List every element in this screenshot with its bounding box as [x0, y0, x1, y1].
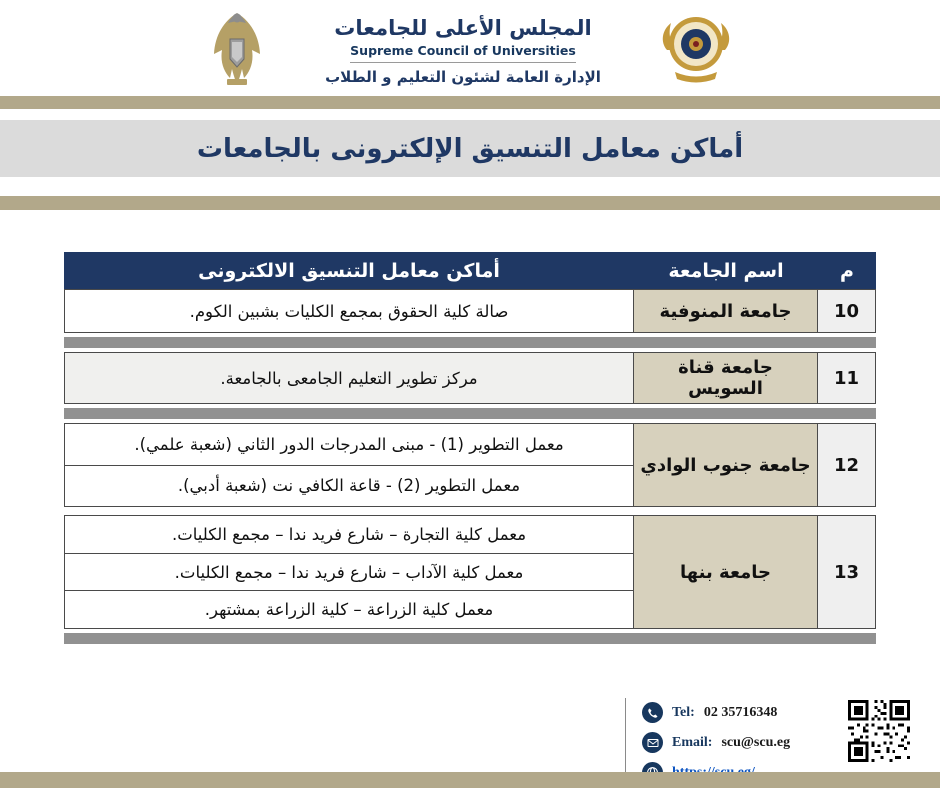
phone-icon [642, 702, 663, 723]
lab-location: معمل كلية الآداب – شارع فريد ندا – مجمع الكليات. [65, 553, 633, 591]
decorative-bar-under-title [0, 196, 940, 210]
email-value: scu@scu.eg [721, 734, 791, 750]
university-name: جامعة المنوفية [633, 290, 817, 332]
org-name-english: Supreme Council of Universities [350, 43, 576, 63]
qr-code [848, 700, 910, 766]
email-icon [642, 732, 663, 753]
row-separator [64, 337, 876, 348]
title-band [0, 120, 940, 177]
tel-row [642, 702, 832, 723]
lab-location: معمل كلية الزراعة – كلية الزراعة بمشتهر. [65, 590, 633, 628]
tel-value: 02 35716348 [703, 704, 778, 720]
org-text-block [325, 16, 601, 86]
row-separator [64, 408, 876, 419]
table-row [64, 423, 876, 507]
egypt-eagle-logo [201, 7, 273, 95]
row-number: 11 [817, 353, 875, 403]
org-department: الإدارة العامة لشئون التعليم و الطلاب [325, 68, 601, 86]
page-title: أماكن معامل التنسيق الإلكترونى بالجامعات [196, 133, 744, 164]
tel-label: Tel: [672, 704, 695, 720]
university-name: جامعة بنها [633, 516, 817, 628]
table-row [64, 289, 876, 333]
row-separator [64, 633, 876, 644]
table-row [64, 515, 876, 629]
lab-location: معمل التطوير (2) - قاعة الكافي نت (شعبة أدبي). [65, 465, 633, 507]
contact-list [642, 698, 832, 783]
contact-footer [625, 698, 910, 783]
row-number: 12 [817, 424, 875, 506]
footer-divider [625, 698, 626, 778]
scu-logo [653, 12, 739, 90]
header-number: م [840, 259, 854, 282]
university-name: جامعة قناة السويس [633, 353, 817, 403]
decorative-bar-top [0, 96, 940, 109]
row-number: 13 [817, 516, 875, 628]
university-name: جامعة جنوب الوادي [633, 424, 817, 506]
email-label: Email: [672, 734, 713, 750]
row-number: 10 [817, 290, 875, 332]
table-header-row [64, 252, 876, 289]
lab-location: مركز تطوير التعليم الجامعى بالجامعة. [220, 368, 478, 388]
header-university: اسم الجامعة [668, 259, 784, 282]
lab-location: معمل كلية التجارة – شارع فريد ندا – مجمع الكليات. [171, 524, 527, 544]
header-locations: أماكن معامل التنسيق الالكترونى [198, 259, 500, 282]
page-header [0, 6, 940, 96]
lab-location: صالة كلية الحقوق بمجمع الكليات بشبين الكوم. [189, 301, 509, 321]
org-name-arabic: المجلس الأعلى للجامعات [334, 16, 592, 40]
universities-table [64, 252, 876, 648]
table-row [64, 352, 876, 404]
email-row [642, 732, 832, 753]
decorative-bar-bottom [0, 772, 940, 788]
row-gap [64, 507, 876, 515]
lab-location: معمل التطوير (1) - مبنى المدرجات الدور الثاني (شعبة علمي). [134, 434, 564, 454]
